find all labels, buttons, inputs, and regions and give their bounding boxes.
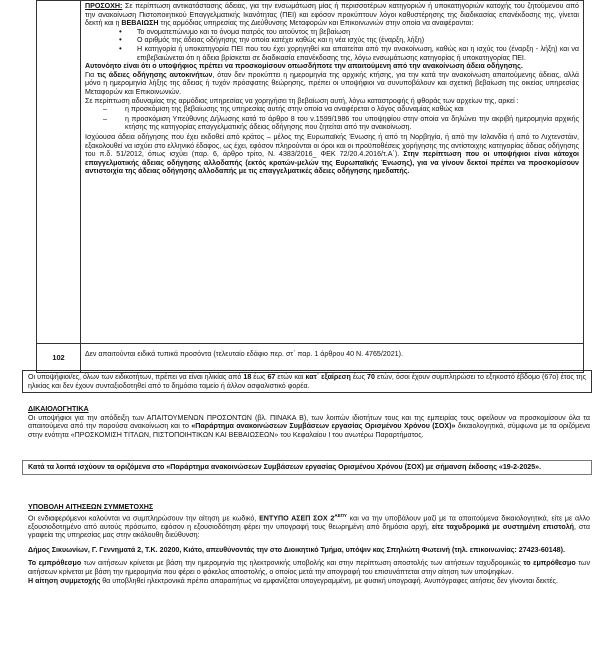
qualifications-table xyxy=(36,0,584,373)
records-destroyed-paragraph: Σε περίπτωση αδυναμίας της αρμόδιας υπηρεσίας να χορηγήσει τη βεβαίωση αυτή, λόγω καταστροφής ή φθοράς των αρχείων της, αρκεί : xyxy=(85,96,519,105)
submission-section xyxy=(28,503,590,585)
row-102-content: Δεν απαιτούνται ειδικά τυπικά προσόντα (τελευταίο εδάφιο περ. στ΄ παρ. 1 άρθρου 40 Ν. 4765/2021). xyxy=(81,344,584,373)
list-item: • Το ονοματεπώνυμο και το όνομα πατρός του αιτούντος τη βεβαίωση xyxy=(137,28,579,37)
table-row xyxy=(37,344,584,373)
row-code-empty xyxy=(37,1,81,344)
list-item: – η προσκόμιση Υπεύθυνης Δήλωσης κατά το άρθρο 8 του ν.1599/1986 του υποψηφίου στην οποία να δηλώνει την ακριβή ημερομηνία αρχικής κτήσης της κατηγορίας επαγγελματικής άδειας οδήγησης που ζητείται από την ανακοίνωση. xyxy=(125,115,579,132)
form-code: ΕΝΤΥΠΟ ΑΣΕΠ ΣΟΧ 2 xyxy=(259,513,335,522)
submission-address: Δήμος Σικυωνίων, Γ. Γεννηματά 2, Τ.Κ. 20200, Κιάτο, απευθύνοντάς την στο Διοικητικό Τμήμα, υπόψιν κας Σπηλιώτη Φωτεινή (τηλ. επικοινωνίας: 27423-60148). xyxy=(28,545,565,554)
list-item: • Η κατηγορία ή υποκατηγορία ΠΕΙ που του έχει χορηγηθεί και απαιτείται από την ανακοίνωση, καθώς και η ισχύς του (έναρξη - λήξη) και να επιβεβαιώνεται ότι η άδεια βρίσκεται σε διαδικασία επανέκδοσης της, λόγω ενσωμάτωσης κατηγορίας ή υποκατηγορίας ΠΕΙ. xyxy=(137,45,579,62)
documents-paragraph: Οι υποψήφιοι για την απόδειξη των ΑΠΑΙΤΟΥΜΕΝΩΝ ΠΡΟΣΟΝΤΩΝ (βλ. ΠΙΝΑΚΑ Β), των λοιπών ιδιοτήτων τους και της εμπειρίας τους οφείλουν να προσκομίσουν όλα τα απαιτούμενα από την παρούσα ανακοίνωση και το «Παράρτημα ανακοινώσεων Συμβάσεων εργασίας Ορισμένου Χρόνου (ΣΟΧ)» δικαιολογητικά, σύμφωνα με τα οριζόμενα στην ενότητα «ΠΡΟΣΚΟΜΙΣΗ ΤΙΤΛΩΝ, ΠΙΣΤΟΠΟΙΗΤΙΚΩΝ ΚΑΙ ΒΕΒΑΙΩΣΕΩΝ» του Κεφαλαίου Ι του ανωτέρω Παραρτήματος. xyxy=(28,413,591,439)
car-license-paragraph: Για τις άδειες οδήγησης αυτοκινήτων, όταν δεν προκύπτει η ημερομηνία της αρχικής κτήσης, για την κατά την ανακοίνωση απαιτούμενης άδειας, αλλά μόνο η ημερομηνία λήξης της άδειας ή τυχόν πρόσφατης θεώρησης, πρέπει οι υποψήφιοι να συνυποβάλουν και σχετική βεβαίωση της οικείας υπηρεσίας Μεταφορών και Επικοινωνιών. xyxy=(85,70,580,96)
documents-section xyxy=(28,405,590,439)
row-code: 102 xyxy=(37,344,81,373)
signature-paragraph: Η αίτηση συμμετοχής θα υποβληθεί ηλεκτρονικά πρέπει απαραιτήτως να εμφανίζεται υπογεγραμμένη, με φυσική υπογραφή. Ανυπόγραφες αιτήσεις δεν γίνονται δεκτές. xyxy=(28,576,558,585)
row-101-content xyxy=(81,1,584,344)
age-requirements-box: Οι υποψήφιοι/ες, όλων των ειδικοτήτων, πρέπει να είναι ηλικίας από 18 έως 67 ετών και κατ΄ εξαίρεση έως 70 ετών, όσοι έχουν συμπληρώσει το εξηκοστό έβδομο (67ο) έτος της ηλικίας και δεν έχουν συνταξιοδοτηθεί από το δημόσιο ταμείο ή άλλον ασφαλιστικό φορέα. xyxy=(22,370,592,393)
documents-title: ΔΙΚΑΙΟΛΟΓΗΤΙΚΑ xyxy=(28,405,89,413)
list-item: • Ο αριθμός της άδειας οδήγησης την οποία κατέχει καθώς και η νέα ισχύς της (έναρξη, λήξη) xyxy=(137,36,579,45)
alternative-proof-list xyxy=(85,105,579,132)
certificate-requirements-list xyxy=(85,28,579,62)
attention-paragraph: ΠΡΟΣΟΧΗ: Σε περίπτωση αντικατάστασης άδειας, για την ενσωμάτωση μίας ή περισσοτέρων κατηγοριών ή υποκατηγοριών κατοχής του ζητούμενου από την ανακοίνωση Πιστοποιητικού Επαγγελματικής Ικανότητας (ΠΕΙ) και εφόσον προκύπτουν λόγοι καθυστέρησης της διαδικασίας επανέκδοσης της, γίνεται δεκτή και η ΒΕΒΑΙΩΣΗ της αρμόδιας υπηρεσίας της Διεύθυνσης Μεταφορών και Επικοινωνιών στην οποία να αναφέρονται: xyxy=(85,2,579,28)
mandatory-license-note: Αυτονόητο είναι ότι ο υποψήφιος πρέπει να προσκομίσουν οπωσδήποτε την απαιτούμενη από την ανακοίνωση άδεια οδήγησης. xyxy=(85,62,523,71)
submission-title: ΥΠΟΒΟΛΗ ΑΙΤΗΣΕΩΝ ΣΥΜΜΕΤΟΧΗΣ xyxy=(28,503,154,511)
timeliness-paragraph: Το εμπρόθεσμο των αιτήσεων κρίνεται με βάση την ημερομηνία της ηλεκτρονικής υποβολής και στην περίπτωση αποστολής των αιτήσεων ταχυδρομικώς το εμπρόθεσμο των αιτήσεων κρίνεται με βάση την ημερομηνία που φέρει ο φάκελος αποστολής, ο οποίος μετά την απογραφή του επισυνάπτεται στην αίτηση των υποψηφίων. xyxy=(28,559,590,576)
table-row xyxy=(37,1,584,344)
annex-reference-box: Κατά τα λοιπά ισχύουν τα οριζόμενα στο «Παράρτημα ανακοινώσεων Συμβάσεων εργασίας Ορισμένου Χρόνου (ΣΟΧ) με σήμανση έκδοσης «19-2-2025». xyxy=(22,460,592,475)
attention-label: ΠΡΟΣΟΧΗ: xyxy=(85,2,123,10)
eu-license-paragraph: Ισχύουσα άδεια οδήγησης που έχει εκδοθεί από κράτος – μέλος της Ευρωπαϊκής Ένωσης ή από τη Νορβηγία, ή από την Ισλανδία ή από το Λιχτενστάιν, εξακολουθεί να ισχύει στο ελληνικό έδαφος, ως έχει, εφόσον πληρούνται οι όροι και οι προϋποθέσεις χορήγησης της αντίστοιχης κατηγορίας άδειας οδήγησης του π.δ. 51/2012, όπως ισχύει (παρ. 6, άρθρο τρίτο, Ν. 4383/2016_ ΦΕΚ 72/20.4.2016/τ.Α΄). Στην περίπτωση που οι υποψήφιοι είναι κάτοχοι επαγγελματικής άδειας οδήγησης αλλοδαπής (εκτός κρατών-μελών της Ευρωπαϊκής Ένωσης), για να γίνουν δεκτοί πρέπει να προσκομίσουν αντιστοιχία της άδειας οδήγησης αλλοδαπής με τις επαγγελματικές άδειες οδήγησης ημεδαπής. xyxy=(85,132,580,176)
list-item: – η προσκόμιση της βεβαίωσης της υπηρεσίας αυτής στην οποία να αναφέρεται ο λόγος αδυναμίας καθώς και xyxy=(125,105,579,114)
submission-paragraph: Οι ενδιαφερόμενοι καλούνται να συμπληρώσουν την αίτηση με κωδικό, ΕΝΤΥΠΟ ΑΣΕΠ ΣΟΧ $2^{AE\Pi\Upsilon}$ και να την υποβάλουν μαζί με τα απαιτούμενα δικαιολογητικά, είτε με αλλο εξουσιοδοτημένο από αυτούς πρόσωπο, εφόσον η εξουσιοδότηση φέρει την υπογραφή τους θεωρημένη από δημόσια αρχή, είτε ταχυδρομικά με συστημένη επιστολή, στα γραφεία της υπηρεσίας μας στην ακόλουθη διεύθυνση: xyxy=(28,512,590,540)
